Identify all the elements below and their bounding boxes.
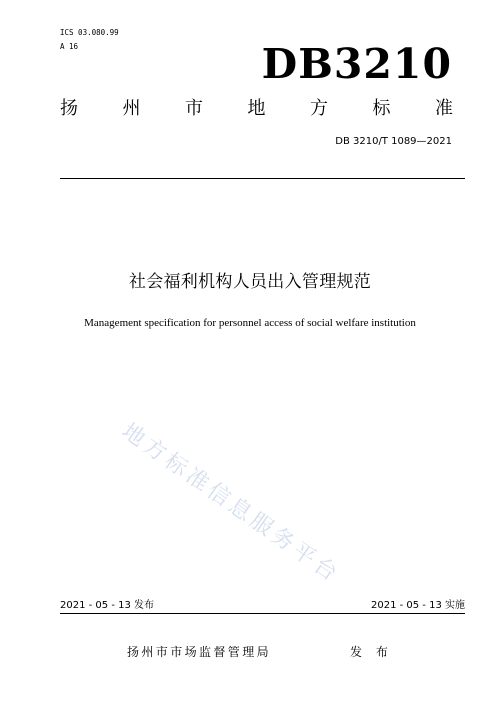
bottom-divider xyxy=(60,613,465,614)
ics-code: ICS 03.080.99 xyxy=(60,28,119,37)
category-char: 标 xyxy=(372,98,391,119)
issued-label: 发 布 xyxy=(350,645,393,659)
issue-date: 2021 - 05 - 13 发布 xyxy=(60,600,155,611)
category-char: 准 xyxy=(435,98,453,119)
category-char: 方 xyxy=(310,98,328,119)
db-code-heading: DB3210 xyxy=(261,40,452,88)
top-divider xyxy=(60,178,465,179)
category-char: 州 xyxy=(122,98,141,119)
document-title-chinese: 社会福利机构人员出入管理规范 xyxy=(128,272,372,292)
category-char: 扬 xyxy=(60,98,78,119)
ccs-code: A 16 xyxy=(60,42,79,51)
watermark-text: 地方标准信息服务平台 xyxy=(117,418,345,589)
standard-category xyxy=(60,97,453,121)
implementation-date: 2021 - 05 - 13 实施 xyxy=(370,600,465,611)
category-char: 市 xyxy=(185,98,203,119)
issuing-authority: 扬州市市场监督管理局 xyxy=(127,645,272,659)
standard-number: DB 3210/T 1089—2021 xyxy=(335,136,452,147)
document-title-english: Management specification for personnel access of social welfare institution xyxy=(84,317,416,329)
category-char: 地 xyxy=(247,98,266,119)
